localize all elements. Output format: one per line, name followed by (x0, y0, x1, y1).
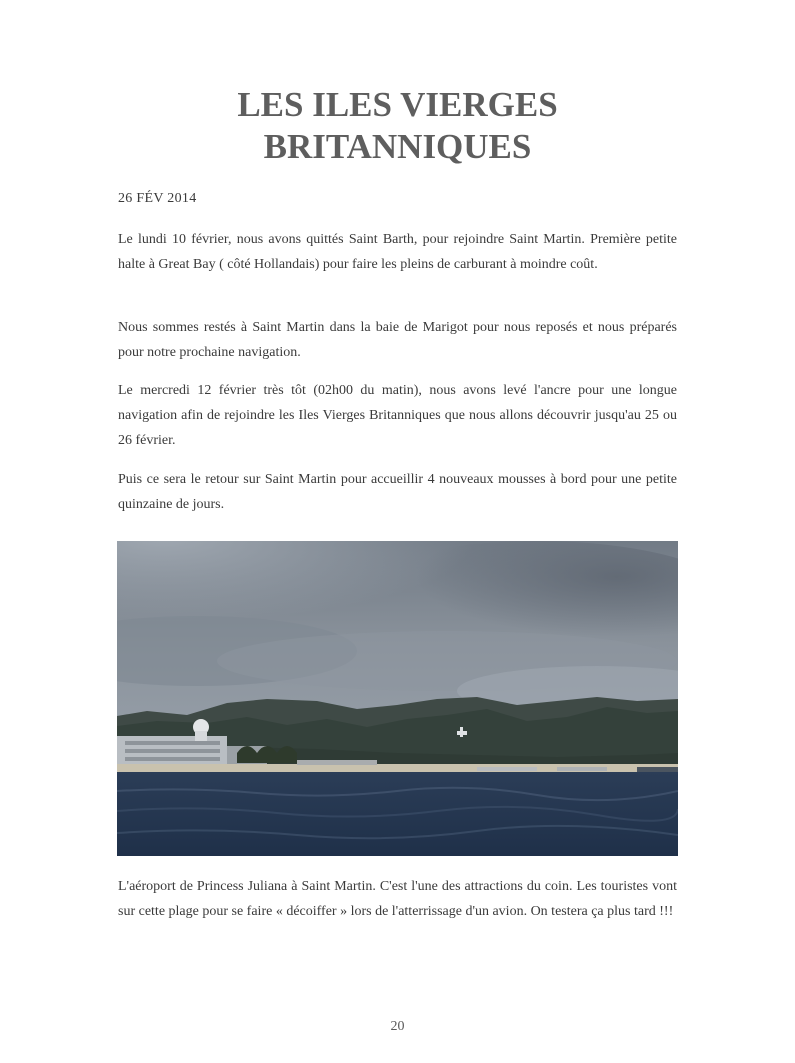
post-date: 26 FÉV 2014 (118, 191, 197, 206)
paragraph: Le mercredi 12 février très tôt (02h00 du matin), nous avons levé l'ancre pour une longue navigation afin de rejoindre les Iles Vierges Britanniques que nous allons découvrir jusqu'au 25 ou 26 février. (118, 383, 677, 448)
page-number: 20 (390, 1019, 405, 1034)
title-line-1: LES ILES VIERGES (237, 85, 558, 124)
title-line-2: BRITANNIQUES (263, 127, 532, 166)
page-title (117, 84, 678, 168)
airport-photo (117, 541, 678, 856)
photo-caption: L'aéroport de Princess Juliana à Saint Martin. C'est l'une des attractions du coin. Les touristes vont sur cette plage pour se faire « décoiffer » lors de l'atterrissage d'un avion. On testera ça plus tard !!! (118, 879, 677, 919)
paragraph: Le lundi 10 février, nous avons quittés Saint Barth, pour rejoindre Saint Martin. Première petite halte à Great Bay ( côté Hollandais) pour faire les pleins de carburant à moindre coût. (118, 232, 677, 272)
paragraph: Puis ce sera le retour sur Saint Martin pour accueillir 4 nouveaux mousses à bord pour une petite quinzaine de jours. (118, 472, 677, 512)
paragraph: Nous sommes restés à Saint Martin dans la baie de Marigot pour nous reposés et nous préparés pour notre prochaine navigation. (118, 320, 677, 360)
photo-illustration (117, 541, 678, 856)
